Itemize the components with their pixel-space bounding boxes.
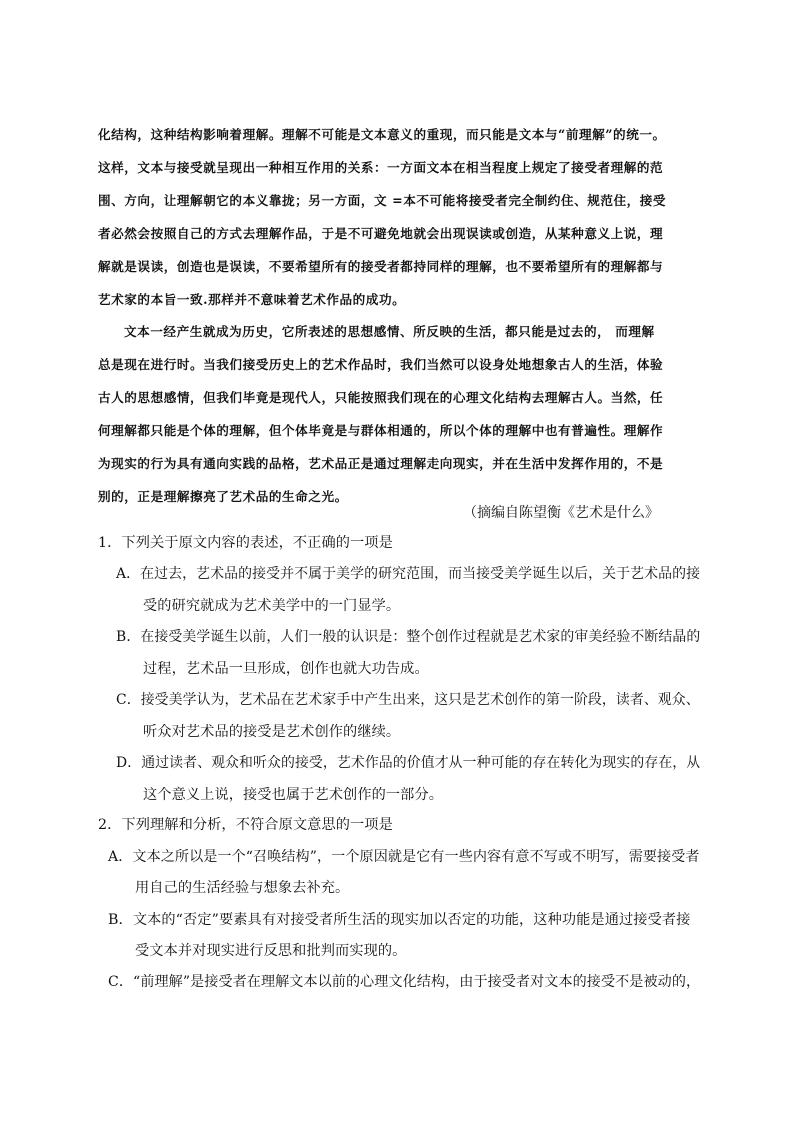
question-1-option-a-cont: 受的研究就成为艺术美学中的一门显学。 [143, 598, 401, 614]
question-1-option-b-cont: 过程，艺术品一旦形成，创作也就大功告成。 [143, 661, 429, 677]
question-2-option-c: C．“前理解”是接受者在理解文本以前的心理文化结构，由于接受者对文本的接受不是被动的， [108, 974, 701, 990]
passage-line: 解就是误读，创造也是误读，不要希望所有的接受者都持同样的理解，也不要希望所有的理解都与 [98, 259, 664, 274]
question-2-option-a: A．文本之所以是一个“召唤结构”，一个原因就是它有一些内容有意不写或不明写，需要接受者 [108, 849, 700, 865]
question-1-option-d: D．通过读者、观众和听众的接受，艺术作品的价值才从一种可能的存在转化为现实的存在，从 [116, 755, 701, 771]
passage-line: 化结构，这种结构影响着理解。理解不可能是文本意义的重现，而只能是文本与“前理解”的统一。 [98, 127, 666, 142]
passage-line: 者必然会按照自己的方式去理解作品，于是不可避免地就会出现误读或创造，从某种意义上说，理 [98, 226, 664, 241]
passage-line: 围、方向，让理解朝它的本义靠拢；另一方面，文 =本不可能将接受者完全制约住、规范住，接受 [98, 193, 667, 208]
question-1-option-c-cont: 听众对艺术品的接受是艺术创作的继续。 [143, 724, 401, 740]
passage-line: 这样，文本与接受就呈现出一种相互作用的关系：一方面文本在相当程度上规定了接受者理解的范 [98, 160, 664, 175]
source-attribution: （摘编自陈望衡《艺术是什么》 [463, 505, 659, 521]
question-2-option-b-cont: 受文本并对现实进行反思和批判而实现的。 [135, 943, 407, 959]
question-1-option-c: C．接受美学认为，艺术品在艺术家手中产生出来，这只是艺术创作的第一阶段，读者、观众、 [116, 692, 700, 708]
passage-line: 为现实的行为具有通向实践的品格，艺术品正是通过理解走向现实，并在生活中发挥作用的，不是 [98, 456, 664, 471]
question-1-option-d-cont: 这个意义上说，接受也属于艺术创作的一部分。 [143, 787, 444, 803]
question-1-option-b: B．在接受美学诞生以前，人们一般的认识是：整个创作过程就是艺术家的审美经验不断结晶的 [116, 629, 701, 645]
passage-line: 艺术家的本旨一致.那样并不意味着艺术作品的成功。 [98, 292, 406, 307]
passage-line: 文本一经产生就成为历史，它所表述的思想感情、所反映的生活，都只能是过去的， 而理解 [124, 324, 655, 339]
question-1-option-a: A．在过去，艺术品的接受并不属于美学的研究范围，而当接受美学诞生以后，关于艺术品的接 [116, 566, 701, 582]
question-2-option-b: B．文本的“否定”要素具有对接受者所生活的现实加以否定的功能，这种功能是通过接受者接 [108, 912, 691, 928]
passage-line: 总是现在进行时。当我们接受历史上的艺术作品时，我们当然可以设身处地想象古人的生活，体验 [98, 357, 664, 372]
question-2-option-a-cont: 用自己的生活经验与想象去补充。 [135, 880, 350, 896]
passage-line: 古人的思想感情，但我们毕竟是现代人，只能按照我们现在的心理文化结构去理解古人。当然，任 [98, 390, 664, 405]
passage-line: 别的，正是理解擦亮了艺术品的生命之光。 [98, 489, 348, 504]
passage-line: 何理解都只能是个体的理解，但个体毕竟是与群体相通的，所以个体的理解中也有普遍性。理解作 [98, 423, 664, 438]
question-1-stem: 1．下列关于原文内容的表述，不正确的一项是 [98, 535, 393, 551]
question-2-stem: 2．下列理解和分析，不符合原文意思的一项是 [98, 817, 393, 833]
